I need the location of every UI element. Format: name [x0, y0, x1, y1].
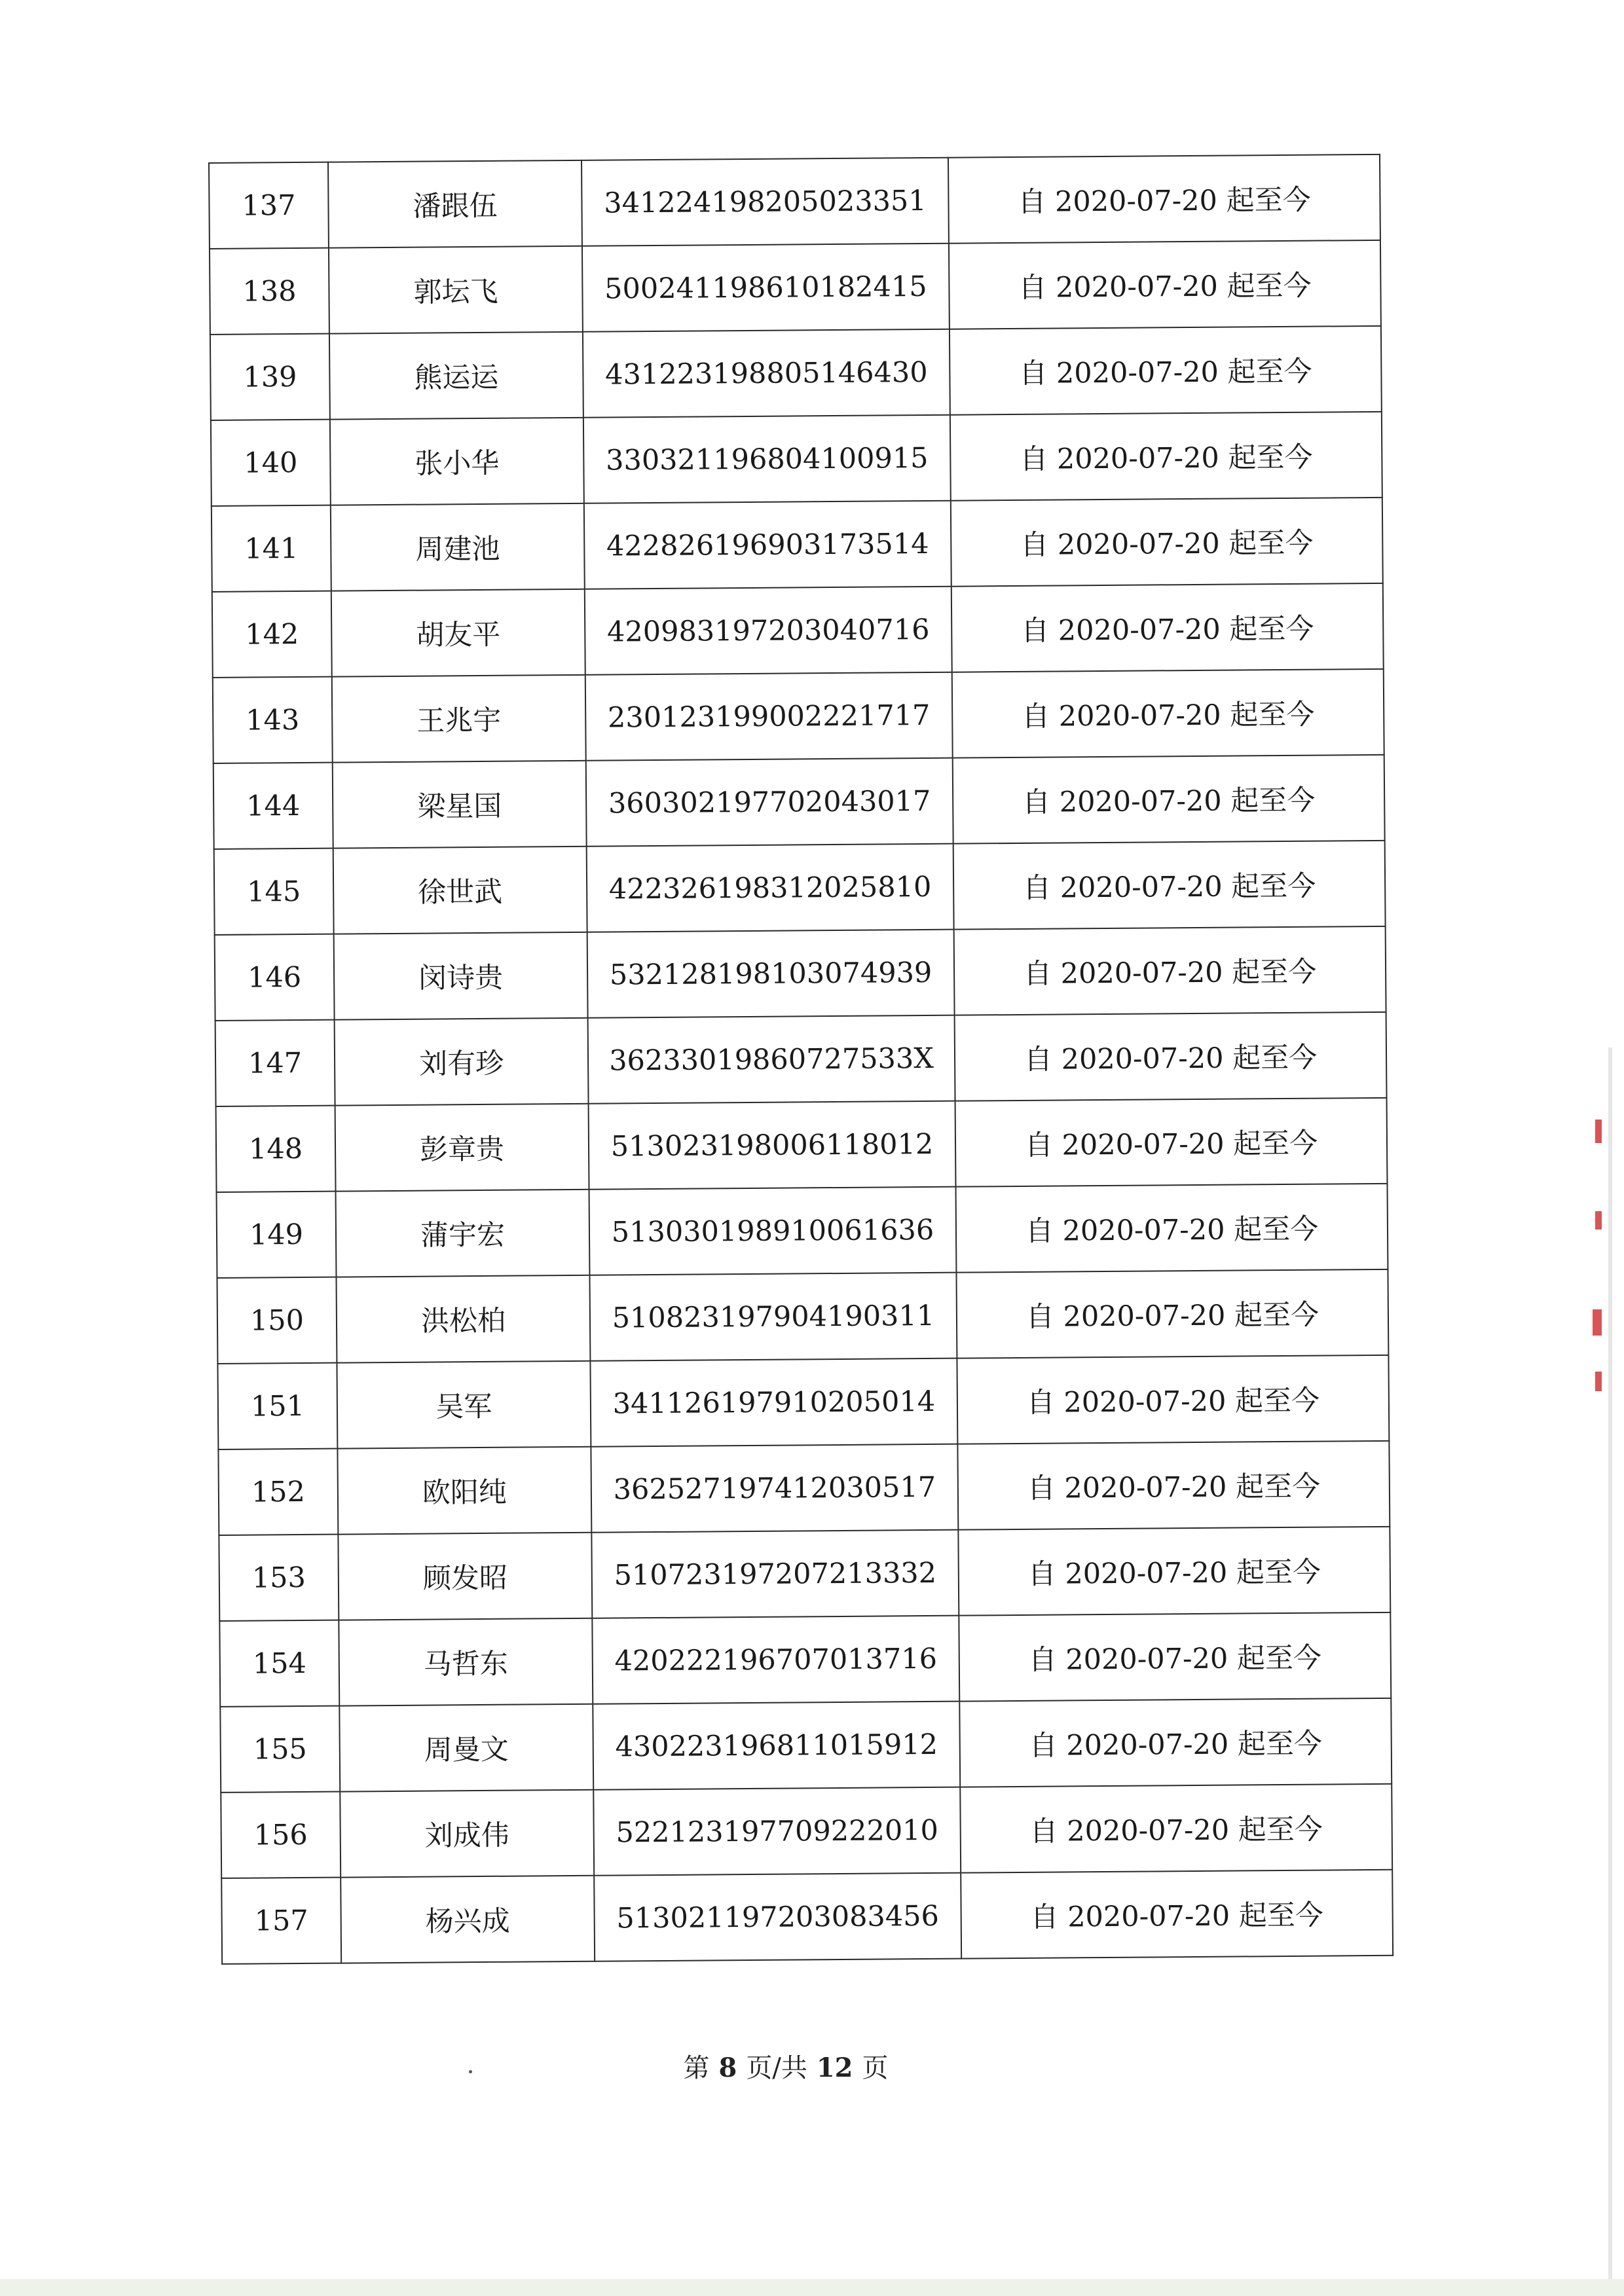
- row-id-number: 513030198910061636: [589, 1187, 957, 1275]
- row-id-number: 430223196811015912: [593, 1702, 960, 1790]
- scan-speck: [469, 2070, 472, 2073]
- footer-total-pages: 12: [816, 2052, 853, 2083]
- roster-table-wrapper: [208, 154, 1387, 1965]
- row-name: 刘成伟: [340, 1790, 594, 1878]
- row-number: 141: [212, 505, 331, 592]
- row-name: 顾发昭: [338, 1533, 592, 1620]
- row-name: 潘跟伍: [328, 160, 582, 248]
- stamp-fragment: [1593, 1309, 1602, 1336]
- table-row: [218, 1441, 1390, 1535]
- scan-bottom-band: [0, 2279, 1624, 2296]
- table-row: [219, 1613, 1391, 1707]
- table-row: [216, 1098, 1388, 1192]
- row-number: 148: [216, 1106, 336, 1192]
- table-row: [215, 926, 1386, 1021]
- row-period: 自 2020-07-20 起至今: [950, 412, 1382, 501]
- page-footer: [0, 2047, 1572, 2085]
- row-id-number: 420983197203040716: [585, 587, 952, 675]
- table-row: [212, 583, 1384, 678]
- table-row: [219, 1527, 1390, 1621]
- row-period: 自 2020-07-20 起至今: [957, 1441, 1390, 1530]
- table-row: [210, 326, 1382, 420]
- table-row: [220, 1698, 1392, 1793]
- stamp-fragment: [1595, 1211, 1602, 1230]
- row-period: 自 2020-07-20 起至今: [953, 755, 1385, 844]
- table-row: [217, 1269, 1388, 1364]
- row-number: 138: [210, 248, 329, 335]
- row-id-number: 422826196903173514: [584, 501, 951, 589]
- row-number: 157: [221, 1878, 341, 1964]
- row-number: 150: [217, 1277, 337, 1364]
- row-id-number: 522123197709222010: [593, 1787, 961, 1876]
- table-row: [214, 841, 1386, 935]
- row-number: 139: [210, 334, 330, 420]
- roster-table-body: [209, 155, 1393, 1964]
- row-period: 自 2020-07-20 起至今: [955, 1012, 1387, 1101]
- stamp-fragment: [1595, 1372, 1602, 1391]
- row-period: 自 2020-07-20 起至今: [957, 1355, 1389, 1444]
- row-period: 自 2020-07-20 起至今: [959, 1613, 1391, 1702]
- row-name: 徐世武: [333, 847, 587, 934]
- row-period: 自 2020-07-20 起至今: [952, 669, 1384, 758]
- footer-current-page: 8: [718, 2052, 737, 2083]
- row-id-number: 510723197207213332: [591, 1530, 959, 1618]
- row-name: 胡友平: [331, 589, 585, 677]
- row-number: 140: [211, 420, 331, 506]
- row-period: 自 2020-07-20 起至今: [959, 1698, 1392, 1787]
- row-number: 145: [214, 848, 334, 935]
- row-number: 154: [219, 1620, 339, 1707]
- footer-prefix: 第: [683, 2053, 710, 2083]
- row-period: 自 2020-07-20 起至今: [956, 1269, 1388, 1358]
- row-number: 137: [209, 162, 329, 249]
- row-id-number: 360302197702043017: [586, 758, 953, 847]
- row-period: 自 2020-07-20 起至今: [951, 498, 1383, 587]
- row-name: 王兆宇: [332, 675, 586, 763]
- row-id-number: 422326198312025810: [587, 844, 954, 932]
- row-name: 刘有珍: [335, 1018, 589, 1106]
- row-id-number: 362527197412030517: [591, 1444, 958, 1533]
- table-row: [221, 1784, 1392, 1878]
- row-period: 自 2020-07-20 起至今: [951, 583, 1384, 672]
- row-id-number: 431223198805146430: [583, 329, 950, 418]
- row-name: 郭坛飞: [329, 246, 583, 334]
- row-name: 熊运运: [329, 332, 583, 420]
- row-name: 梁星国: [333, 761, 587, 848]
- row-number: 149: [217, 1192, 337, 1278]
- table-row: [217, 1355, 1389, 1449]
- roster-table: [208, 154, 1393, 1965]
- table-row: [217, 1184, 1388, 1278]
- row-period: 自 2020-07-20 起至今: [956, 1184, 1388, 1273]
- row-period: 自 2020-07-20 起至今: [955, 1098, 1388, 1187]
- table-row: [212, 498, 1383, 592]
- table-row: [221, 1870, 1393, 1964]
- row-name: 蒲宇宏: [336, 1190, 590, 1277]
- row-period: 自 2020-07-20 起至今: [960, 1784, 1392, 1873]
- row-id-number: 420222196707013716: [592, 1616, 959, 1704]
- row-number: 146: [215, 934, 335, 1021]
- row-name: 欧阳纯: [337, 1447, 591, 1535]
- row-name: 吴军: [337, 1361, 591, 1449]
- row-name: 彭章贵: [335, 1104, 589, 1192]
- stamp-fragment: [1595, 1120, 1602, 1143]
- footer-middle: 页/共: [746, 2053, 807, 2083]
- row-number: 147: [215, 1020, 335, 1106]
- row-number: 151: [217, 1363, 337, 1449]
- row-id-number: 341224198205023351: [581, 158, 949, 246]
- row-number: 155: [220, 1706, 340, 1793]
- row-period: 自 2020-07-20 起至今: [950, 326, 1382, 415]
- row-name: 周曼文: [339, 1704, 593, 1792]
- row-period: 自 2020-07-20 起至今: [953, 841, 1386, 930]
- row-id-number: 500241198610182415: [582, 244, 950, 332]
- table-row: [211, 412, 1382, 506]
- row-name: 张小华: [330, 418, 584, 505]
- row-id-number: 513023198006118012: [589, 1101, 956, 1190]
- row-period: 自 2020-07-20 起至今: [961, 1870, 1393, 1959]
- row-number: 142: [212, 591, 332, 678]
- table-row: [210, 240, 1381, 335]
- row-name: 马哲东: [339, 1618, 593, 1706]
- row-period: 自 2020-07-20 起至今: [948, 155, 1380, 244]
- table-row: [209, 155, 1380, 249]
- row-period: 自 2020-07-20 起至今: [954, 926, 1386, 1015]
- row-id-number: 36233019860727533X: [588, 1015, 955, 1104]
- row-id-number: 230123199002221717: [585, 672, 953, 761]
- row-number: 144: [213, 763, 333, 849]
- row-number: 143: [213, 677, 333, 763]
- row-name: 洪松柏: [336, 1275, 590, 1363]
- table-row: [213, 755, 1385, 849]
- table-row: [213, 669, 1384, 763]
- row-period: 自 2020-07-20 起至今: [949, 240, 1381, 329]
- row-id-number: 330321196804100915: [583, 415, 951, 503]
- row-number: 152: [218, 1449, 338, 1535]
- page-edge-shadow: [1608, 1048, 1612, 2291]
- row-id-number: 341126197910205014: [590, 1358, 957, 1447]
- row-id-number: 532128198103074939: [587, 930, 955, 1018]
- row-name: 闵诗贵: [334, 932, 588, 1020]
- row-number: 156: [221, 1792, 341, 1878]
- row-period: 自 2020-07-20 起至今: [958, 1527, 1390, 1616]
- table-row: [215, 1012, 1387, 1106]
- row-number: 153: [219, 1535, 339, 1621]
- row-id-number: 513021197203083456: [594, 1873, 961, 1961]
- row-id-number: 510823197904190311: [589, 1273, 957, 1361]
- footer-suffix: 页: [862, 2053, 889, 2083]
- row-name: 周建池: [331, 503, 585, 591]
- row-name: 杨兴成: [341, 1876, 595, 1963]
